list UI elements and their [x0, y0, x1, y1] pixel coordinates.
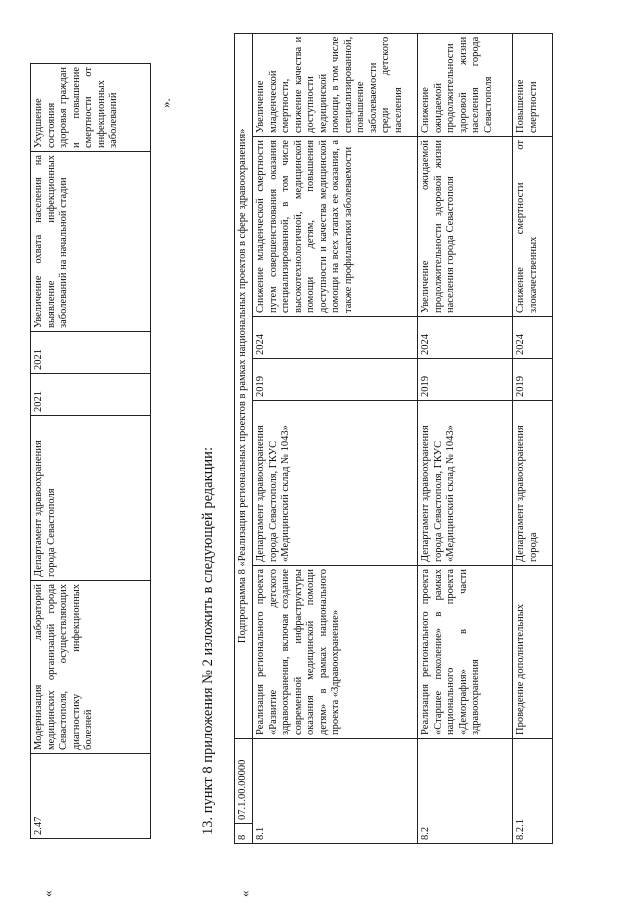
executor: Департамент здравоохранения города Севастополя: [31, 416, 151, 581]
row-number: 8.2.1: [513, 739, 553, 844]
closing-mark: ».: [158, 98, 173, 108]
consequence: Повышение смертности: [513, 33, 553, 136]
start-year: 2021: [31, 374, 151, 416]
expected-result: Снижение смертности от злокачественных: [513, 137, 553, 317]
measure-name: Реализация регионального проекта «Развитие детского здравоохранения, включая создание современной инфраструктуры оказания медицинской помощи детям» в рамках национального проекта «Здравоохранение»: [253, 566, 418, 739]
table-previous-rows: [30, 63, 151, 839]
executor: Департамент здравоохранения города Севастополя, ГКУС «Медицинский склад № 1043»: [418, 401, 513, 566]
measure-name: Реализация регионального проекта «Старшее поколение» в рамках национального проекта «Демография» в части здравоохранения: [418, 566, 513, 739]
open-quote-top: «: [40, 890, 55, 897]
end-year: 2024: [418, 317, 513, 359]
measure-name: Модернизация лабораторий медицинских организаций города Севастополя, осуществляющих диагностику инфекционных болезней: [31, 581, 151, 754]
start-year: 2019: [418, 359, 513, 401]
table-subprogram-8: [234, 33, 553, 844]
row-number: 8.2: [418, 739, 513, 844]
amendment-caption: 13. пункт 8 приложения № 2 изложить в следующей редакции:: [200, 447, 216, 835]
header-number: 8: [235, 824, 253, 844]
table-header-row: [235, 33, 253, 843]
header-code: 07.1.00.00000: [235, 739, 253, 824]
expected-result: Увеличение ожидаемой продолжительности здоровой жизни населения города Севастополя: [418, 137, 513, 317]
consequence: Увеличение младенческой смертности, снижение качества и доступности медицинской помощи, в том числе специализированной, повышение заболеваемости среди детского населения: [253, 33, 418, 136]
open-quote-bottom: «: [237, 890, 252, 897]
expected-result: Увеличение охвата населения на выявление инфекционных заболеваний на начальной стадии: [31, 152, 151, 332]
subprogram-title: Подпрограмма 8 «Реализация региональных проектов в рамках национальных проектов в сфере здравоохранения»: [235, 33, 253, 738]
end-year: 2021: [31, 332, 151, 374]
executor: Департамент здравоохранения города: [513, 401, 553, 566]
executor: Департамент здравоохранения города Севастополя, ГКУС «Медицинский склад № 1043»: [253, 401, 418, 566]
consequence: Снижение ожидаемой продолжительности здоровой жизни населения города Севастополя: [418, 33, 513, 136]
end-year: 2024: [253, 317, 418, 359]
table-row: [418, 33, 513, 843]
end-year: 2024: [513, 317, 553, 359]
expected-result: Снижение младенческой смертности путем совершенствования оказания специализированной, в том числе высокотехнологичной, медицинской помощи детям, повышения доступности и качества медицинской помощи на всех этапах ее оказания, а также профилактики заболеваемости: [253, 137, 418, 317]
consequence: Ухудшение состояния здоровья граждан и повышение смертности от инфекционных заболеваний: [31, 64, 151, 152]
table-row: [31, 64, 151, 839]
row-number: 2.47: [31, 754, 151, 839]
table-row: [513, 33, 553, 843]
measure-name: Проведение дополнительных: [513, 566, 553, 739]
start-year: 2019: [253, 359, 418, 401]
row-number: 8.1: [253, 739, 418, 844]
start-year: 2019: [513, 359, 553, 401]
table-row: [253, 33, 418, 843]
